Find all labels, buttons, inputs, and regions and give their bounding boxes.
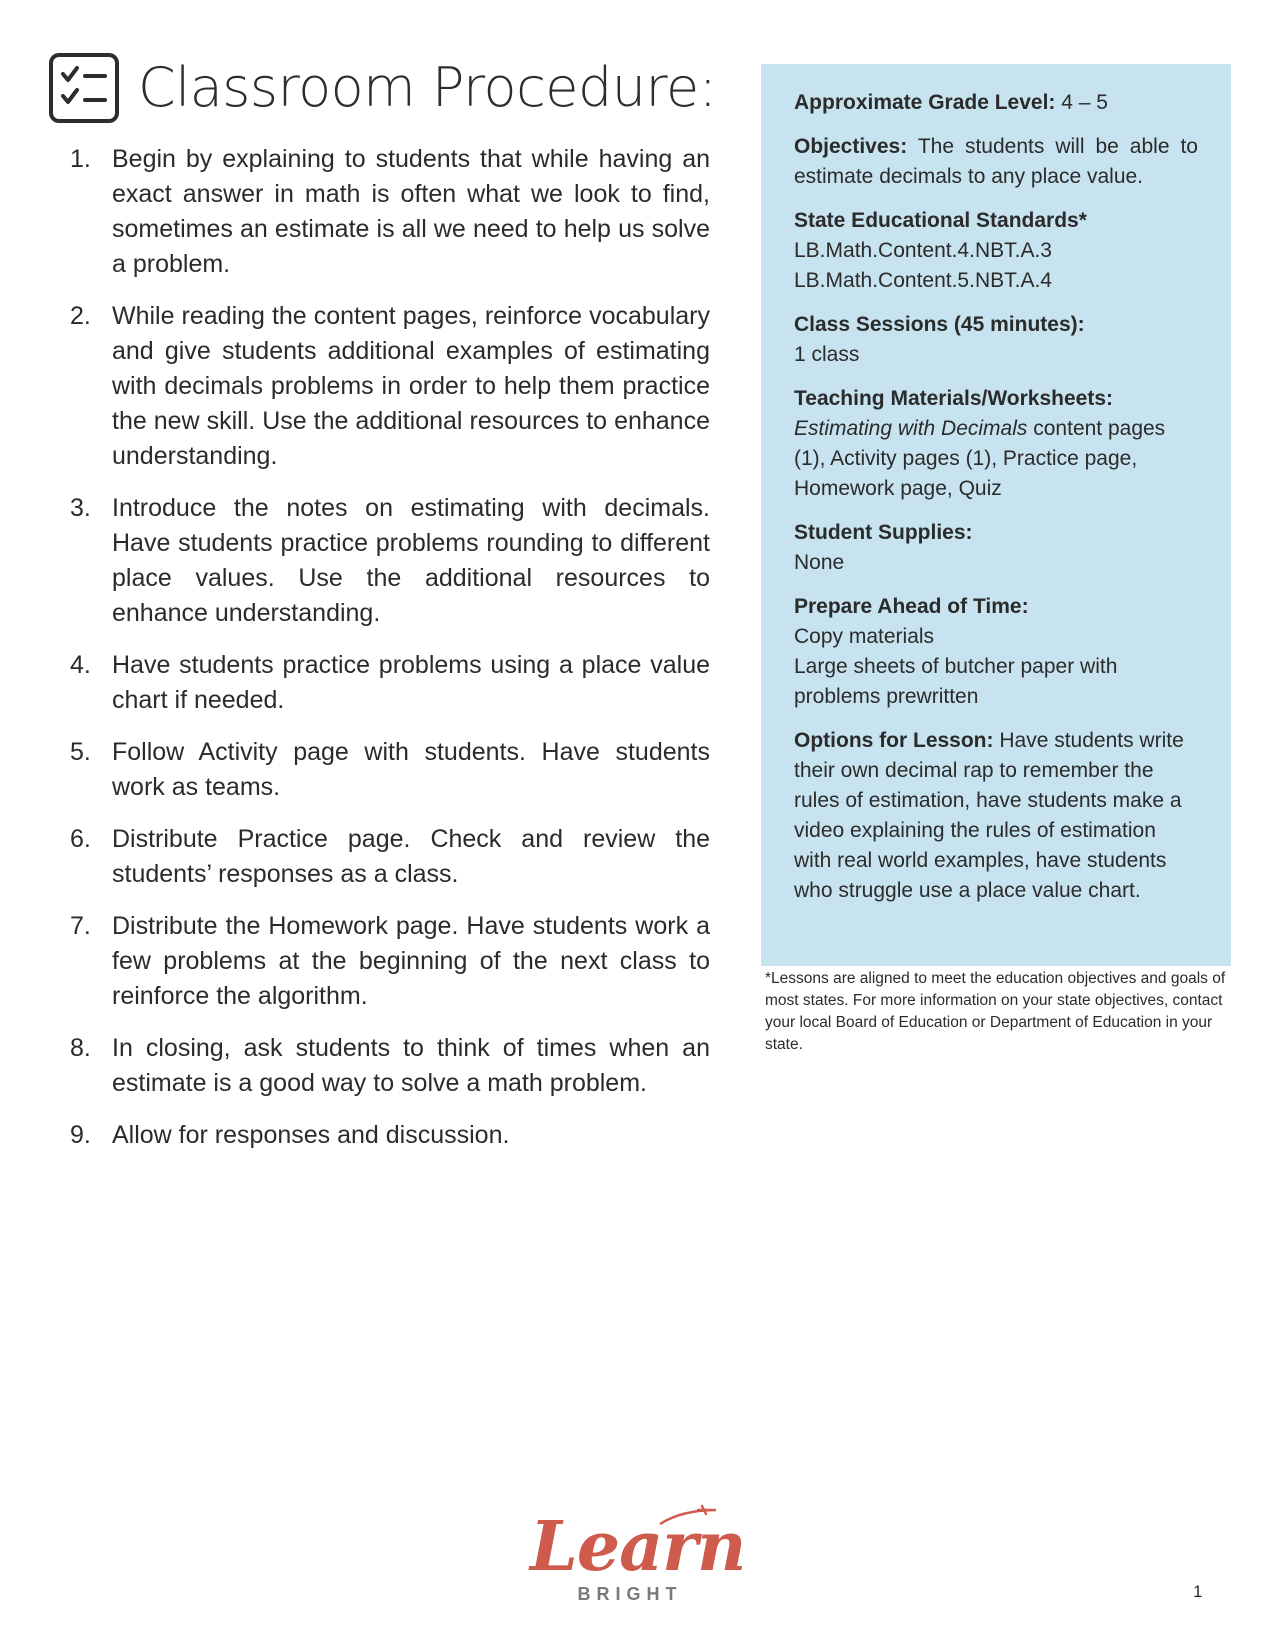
step-number: 3. bbox=[70, 494, 91, 522]
step-text: Allow for responses and discussion. bbox=[112, 1121, 510, 1149]
step-number: 8. bbox=[70, 1034, 91, 1062]
checklist-icon bbox=[48, 52, 120, 124]
standard-code: LB.Math.Content.4.NBT.A.3 bbox=[794, 239, 1052, 262]
student-supplies-value: None bbox=[794, 551, 845, 574]
objectives-value: The students will be able to estimate decimals to any place value. bbox=[794, 135, 1198, 188]
step-number: 1. bbox=[70, 145, 91, 173]
logo-subtext: BRIGHT bbox=[577, 1584, 683, 1604]
grade-level-value: 4 – 5 bbox=[1061, 91, 1108, 114]
procedure-list bbox=[70, 142, 710, 1170]
standard-code: LB.Math.Content.5.NBT.A.4 bbox=[794, 269, 1052, 292]
step-number: 4. bbox=[70, 651, 91, 679]
learn-bright-logo bbox=[530, 1507, 746, 1610]
prepare-ahead-label: Prepare Ahead of Time: bbox=[794, 595, 1029, 618]
grade-level bbox=[794, 88, 1198, 118]
prepare-item: Large sheets of butcher paper with problems prewritten bbox=[794, 655, 1118, 708]
step-number: 7. bbox=[70, 912, 91, 940]
step-text: While reading the content pages, reinforce vocabulary and give students additional examples of estimating with decimals problems in order to help them practice the new skill. Use the additional resources to enhance understanding. bbox=[112, 302, 710, 470]
procedure-step bbox=[70, 1118, 710, 1153]
class-sessions-value: 1 class bbox=[794, 343, 860, 366]
teaching-materials bbox=[794, 384, 1198, 504]
lesson-options-value: Have students write their own decimal rap to remember the rules of estimation, have students make a video explaining the rules of estimation with real world examples, have students who struggle use a place value chart. bbox=[794, 729, 1184, 902]
step-text: Begin by explaining to students that while having an exact answer in math is often what we look to find, sometimes an estimate is all we need to help us solve a problem. bbox=[112, 145, 710, 278]
step-text: Distribute Practice page. Check and review the students’ responses as a class. bbox=[112, 825, 710, 888]
state-standards bbox=[794, 206, 1198, 296]
step-number: 5. bbox=[70, 738, 91, 766]
procedure-step bbox=[70, 822, 710, 892]
procedure-step bbox=[70, 648, 710, 718]
step-text: Distribute the Homework page. Have students work a few problems at the beginning of the next class to reinforce the algorithm. bbox=[112, 912, 710, 1010]
objectives-label: Objectives: bbox=[794, 135, 908, 158]
procedure-step bbox=[70, 299, 710, 474]
page-number: 1 bbox=[1193, 1582, 1203, 1601]
prepare-ahead bbox=[794, 592, 1198, 712]
step-text: Have students practice problems using a place value chart if needed. bbox=[112, 651, 710, 714]
student-supplies-label: Student Supplies: bbox=[794, 521, 973, 544]
standards-footnote: *Lessons are aligned to meet the education objectives and goals of most states. For more information on your state objectives, contact your local Board of Education or Department of Education in your state. bbox=[765, 970, 1226, 1053]
step-text: In closing, ask students to think of times when an estimate is a good way to solve a math problem. bbox=[112, 1034, 710, 1097]
step-number: 2. bbox=[70, 302, 91, 330]
procedure-step bbox=[70, 909, 710, 1014]
state-standards-label: State Educational Standards* bbox=[794, 209, 1087, 232]
prepare-item: Copy materials bbox=[794, 625, 935, 648]
class-sessions-label: Class Sessions (45 minutes): bbox=[794, 313, 1085, 336]
step-number: 9. bbox=[70, 1121, 91, 1149]
step-text: Follow Activity page with students. Have students work as teams. bbox=[112, 738, 710, 801]
logo-wordmark: Learn bbox=[530, 1507, 746, 1587]
materials-list: content pages (1), Activity pages (1), Practice page, Homework page, Quiz bbox=[794, 417, 1166, 500]
lesson-info-panel bbox=[761, 64, 1231, 966]
objectives bbox=[794, 132, 1198, 192]
lesson-options bbox=[794, 726, 1198, 906]
procedure-step bbox=[70, 491, 710, 631]
procedure-step bbox=[70, 735, 710, 805]
procedure-step bbox=[70, 142, 710, 282]
teaching-materials-label: Teaching Materials/Worksheets: bbox=[794, 387, 1113, 410]
step-text: Introduce the notes on estimating with decimals. Have students practice problems rounding to different place values. Use the additional resources to enhance understanding. bbox=[112, 494, 710, 627]
procedure-step bbox=[70, 1031, 710, 1101]
step-number: 6. bbox=[70, 825, 91, 853]
lesson-options-label: Options for Lesson: bbox=[794, 729, 994, 752]
class-sessions bbox=[794, 310, 1198, 370]
materials-title: Estimating with Decimals bbox=[794, 417, 1028, 440]
student-supplies bbox=[794, 518, 1198, 578]
grade-level-label: Approximate Grade Level: bbox=[794, 91, 1056, 114]
page-title: Classroom Procedure: bbox=[138, 56, 717, 119]
